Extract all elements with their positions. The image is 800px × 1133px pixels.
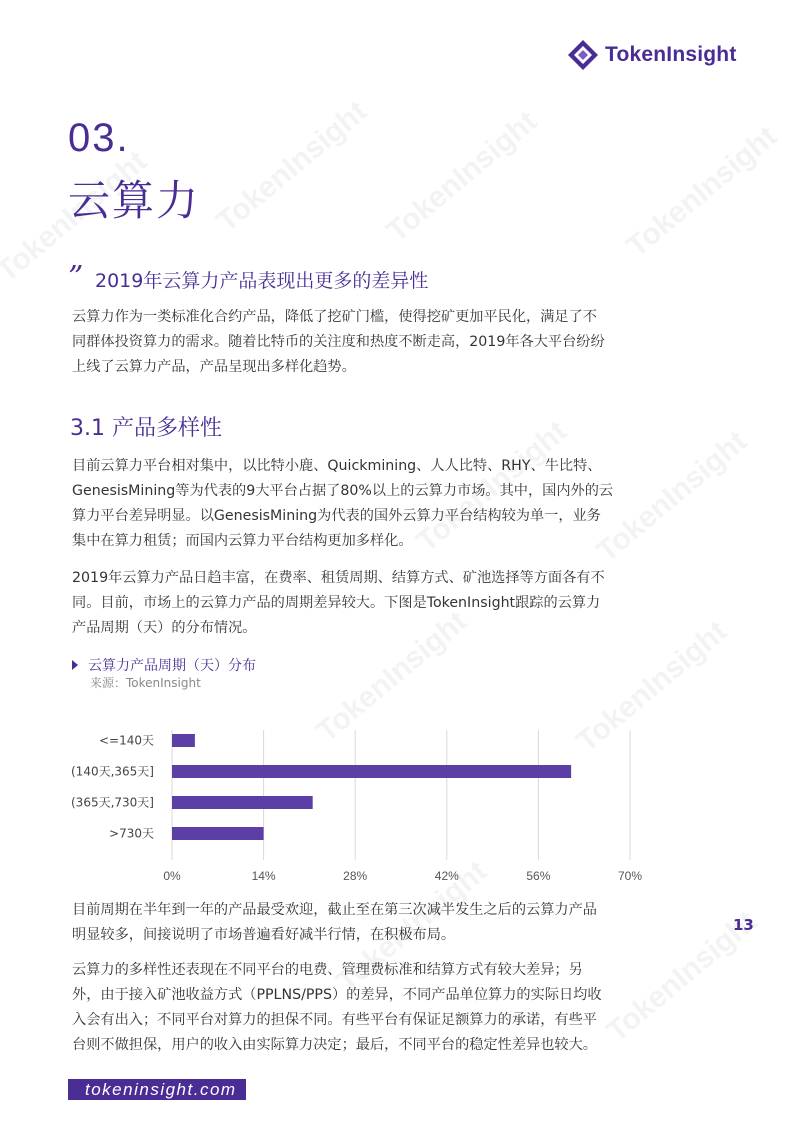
text-line: 目前周期在半年到一年的产品最受欢迎，截止至在第三次减半发生之后的云算力产品: [72, 902, 597, 918]
text-line: 算力平台差异明显。以GenesisMining为代表的国外云算力平台结构较为单一，业务: [72, 508, 601, 524]
x-tick-label: 56%: [526, 869, 551, 883]
text-line: 云算力作为一类标准化合约产品，降低了挖矿门槛，使得挖矿更加平民化，满足了不: [72, 309, 597, 325]
x-tick-label: 14%: [251, 869, 276, 883]
page-number: 13: [733, 916, 754, 934]
text-line: GenesisMining等为代表的9大平台占据了80%以上的云算力市场。其中，国内外的云: [72, 483, 614, 499]
text-line: 云算力的多样性还表现在不同平台的电费、管理费标准和结算方式有较大差异；另: [72, 962, 583, 978]
brand-name: TokenInsight: [605, 43, 737, 66]
section-number: 03.: [68, 116, 130, 160]
text-line: 明显较多，间接说明了市场普遍看好减半行情，在积极布局。: [72, 927, 456, 943]
after-chart-paragraph: [72, 898, 672, 948]
text-line: 2019年云算力产品日趋丰富，在费率、租赁周期、结算方式、矿池选择等方面各有不: [72, 570, 605, 586]
subheading: 2019年云算力产品表现出更多的差异性: [95, 270, 429, 292]
x-tick-label: 42%: [434, 869, 459, 883]
text-line: 目前云算力平台相对集中，以比特小鹿、Quickmining、人人比特、RHY、牛比特、: [72, 458, 602, 474]
text-line: 外，由于接入矿池收益方式（PPLNS/PPS）的差异，不同产品单位算力的实际日均收: [72, 987, 602, 1003]
final-paragraph: [72, 958, 672, 1058]
bar: [172, 734, 195, 747]
text-line: 同。目前，市场上的云算力产品的周期差异较大。下图是TokenInsight跟踪的云算力: [72, 595, 601, 611]
bar: [172, 765, 571, 778]
text-line: 上线了云算力产品，产品呈现出多样化趋势。: [72, 359, 356, 375]
x-tick-label: 0%: [163, 869, 181, 883]
bar: [172, 796, 313, 809]
footer-website-link[interactable]: tokeninsight.com: [85, 1080, 237, 1099]
chart-source: 来源：TokenInsight: [90, 676, 201, 690]
section-3-1-heading: 3.1 产品多样性: [70, 416, 222, 441]
category-label: <=140天: [98, 733, 154, 748]
chart-title: 云算力产品周期（天）分布: [88, 658, 256, 674]
x-tick-label: 70%: [617, 869, 643, 883]
category-label: (365天,730天]: [71, 795, 154, 810]
text-line: 集中在算力租赁；而国内云算力平台结构更加多样化。: [72, 533, 413, 549]
x-tick-label: 28%: [343, 869, 368, 883]
bar: [172, 827, 264, 840]
section-title: 云算力: [68, 176, 201, 225]
quote-icon: ”: [68, 260, 84, 295]
text-line: 入会有出入；不同平台对算力的担保不同。有些平台有保证足额算力的承诺，有些平: [72, 1012, 597, 1028]
text-line: 同群体投资算力的需求。随着比特币的关注度和热度不断走高，2019年各大平台纷纷: [72, 334, 605, 350]
category-label: >730天: [109, 826, 154, 841]
text-line: 台则不做担保，用户的收入由实际算力决定；最后，不同平台的稳定性差异也较大。: [72, 1037, 597, 1053]
text-line: 产品周期（天）的分布情况。: [72, 620, 257, 636]
category-label: (140天,365天]: [71, 764, 154, 779]
